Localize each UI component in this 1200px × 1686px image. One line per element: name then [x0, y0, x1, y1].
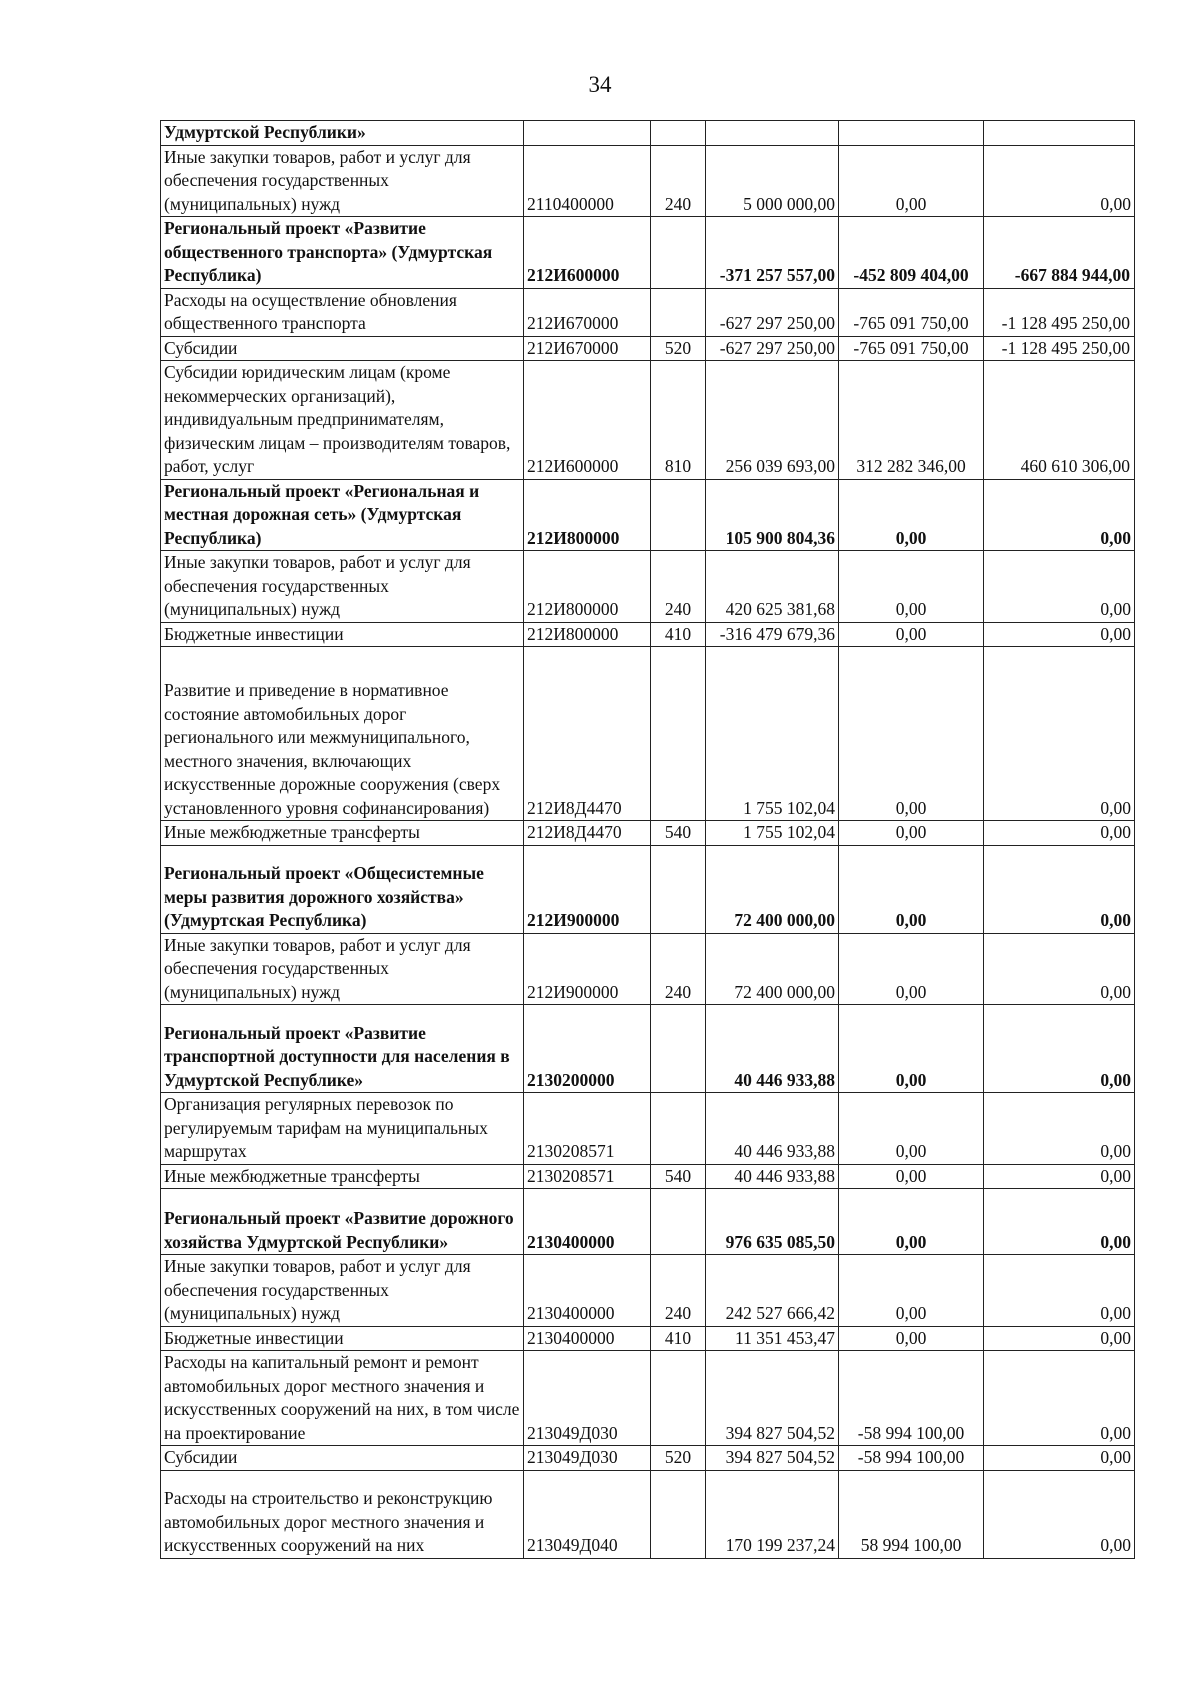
table-row: [161, 1005, 1135, 1093]
row-sum-year-3-cell: 0,00: [984, 1005, 1135, 1093]
row-name-cell: Бюджетные инвестиции: [161, 1326, 524, 1351]
row-sum-year-1-cell: -627 297 250,00: [706, 288, 839, 336]
row-code-cell: 212И800000: [524, 622, 651, 647]
row-code-cell: 2130400000: [524, 1326, 651, 1351]
row-code-cell: 212И800000: [524, 551, 651, 623]
row-sum-year-1-cell: 5 000 000,00: [706, 145, 839, 217]
row-sum-year-1-cell: 105 900 804,36: [706, 479, 839, 551]
row-code-cell: 2130208571: [524, 1164, 651, 1189]
row-expense-type-cell: [651, 217, 706, 289]
table-row: [161, 1446, 1135, 1471]
row-sum-year-2-cell: 0,00: [839, 1005, 984, 1093]
row-sum-year-2-cell: -765 091 750,00: [839, 288, 984, 336]
row-name-cell: Субсидии: [161, 336, 524, 361]
row-sum-year-2-cell: 0,00: [839, 145, 984, 217]
table-row: [161, 121, 1135, 146]
row-sum-year-2-cell: 0,00: [839, 1189, 984, 1255]
table-row: [161, 821, 1135, 846]
table-row: [161, 217, 1135, 289]
row-sum-year-3-cell: 0,00: [984, 622, 1135, 647]
row-code-cell: 2110400000: [524, 145, 651, 217]
row-sum-year-2-cell: 312 282 346,00: [839, 361, 984, 480]
row-sum-year-1-cell: 976 635 085,50: [706, 1189, 839, 1255]
budget-table-body: [161, 121, 1135, 1559]
row-sum-year-1-cell: 1 755 102,04: [706, 647, 839, 821]
row-expense-type-cell: 240: [651, 551, 706, 623]
row-name-cell: Региональный проект «Развитие общественного транспорта» (Удмуртская Республика): [161, 217, 524, 289]
row-name-cell: Удмуртской Республики»: [161, 121, 524, 146]
row-sum-year-1-cell: 242 527 666,42: [706, 1255, 839, 1327]
row-code-cell: 213049Д040: [524, 1470, 651, 1558]
row-sum-year-1-cell: 40 446 933,88: [706, 1093, 839, 1165]
row-code-cell: 213049Д030: [524, 1446, 651, 1471]
row-name-cell: Расходы на строительство и реконструкцию автомобильных дорог местного значения и искусственных сооружений на них: [161, 1470, 524, 1558]
row-expense-type-cell: [651, 647, 706, 821]
table-row: [161, 845, 1135, 933]
row-expense-type-cell: 540: [651, 821, 706, 846]
table-row: [161, 1189, 1135, 1255]
table-row: [161, 1351, 1135, 1446]
row-sum-year-1-cell: 1 755 102,04: [706, 821, 839, 846]
row-sum-year-2-cell: 0,00: [839, 1255, 984, 1327]
row-expense-type-cell: 410: [651, 622, 706, 647]
row-expense-type-cell: [651, 121, 706, 146]
row-sum-year-1-cell: [706, 121, 839, 146]
row-expense-type-cell: 520: [651, 1446, 706, 1471]
row-name-cell: Региональный проект «Развитие транспортной доступности для населения в Удмуртской Республике»: [161, 1005, 524, 1093]
row-expense-type-cell: 240: [651, 145, 706, 217]
row-expense-type-cell: 410: [651, 1326, 706, 1351]
row-sum-year-1-cell: -371 257 557,00: [706, 217, 839, 289]
row-expense-type-cell: [651, 1351, 706, 1446]
row-expense-type-cell: 240: [651, 1255, 706, 1327]
row-expense-type-cell: 240: [651, 933, 706, 1005]
row-sum-year-2-cell: 0,00: [839, 1326, 984, 1351]
row-code-cell: 212И8Д4470: [524, 821, 651, 846]
row-sum-year-2-cell: 0,00: [839, 479, 984, 551]
row-sum-year-3-cell: -1 128 495 250,00: [984, 288, 1135, 336]
row-code-cell: 212И800000: [524, 479, 651, 551]
row-sum-year-2-cell: 0,00: [839, 551, 984, 623]
row-code-cell: 212И900000: [524, 933, 651, 1005]
row-name-cell: Иные закупки товаров, работ и услуг для обеспечения государственных (муниципальных) нужд: [161, 933, 524, 1005]
row-name-cell: Иные межбюджетные трансферты: [161, 821, 524, 846]
row-expense-type-cell: 520: [651, 336, 706, 361]
row-expense-type-cell: [651, 845, 706, 933]
row-code-cell: 212И8Д4470: [524, 647, 651, 821]
row-code-cell: 2130400000: [524, 1189, 651, 1255]
budget-table: [160, 120, 1135, 1559]
row-sum-year-1-cell: -627 297 250,00: [706, 336, 839, 361]
row-sum-year-2-cell: -58 994 100,00: [839, 1351, 984, 1446]
row-sum-year-3-cell: 0,00: [984, 1189, 1135, 1255]
row-expense-type-cell: [651, 1093, 706, 1165]
table-row: [161, 1470, 1135, 1558]
row-sum-year-1-cell: 40 446 933,88: [706, 1164, 839, 1189]
row-sum-year-2-cell: -765 091 750,00: [839, 336, 984, 361]
row-name-cell: Организация регулярных перевозок по регулируемым тарифам на муниципальных маршрутах: [161, 1093, 524, 1165]
row-sum-year-2-cell: 0,00: [839, 1093, 984, 1165]
row-name-cell: Расходы на осуществление обновления общественного транспорта: [161, 288, 524, 336]
row-sum-year-3-cell: 0,00: [984, 1470, 1135, 1558]
row-sum-year-3-cell: -1 128 495 250,00: [984, 336, 1135, 361]
table-row: [161, 1326, 1135, 1351]
row-name-cell: Региональный проект «Региональная и местная дорожная сеть» (Удмуртская Республика): [161, 479, 524, 551]
row-sum-year-3-cell: 0,00: [984, 145, 1135, 217]
row-expense-type-cell: 540: [651, 1164, 706, 1189]
row-name-cell: Субсидии юридическим лицам (кроме некоммерческих организаций), индивидуальным предпринимателям, физическим лицам – производителям товаров, работ, услуг: [161, 361, 524, 480]
row-code-cell: [524, 121, 651, 146]
row-sum-year-2-cell: -452 809 404,00: [839, 217, 984, 289]
row-code-cell: 2130200000: [524, 1005, 651, 1093]
row-sum-year-3-cell: 0,00: [984, 1093, 1135, 1165]
table-row: [161, 1093, 1135, 1165]
row-code-cell: 212И600000: [524, 361, 651, 480]
row-sum-year-3-cell: 0,00: [984, 1446, 1135, 1471]
row-code-cell: 2130208571: [524, 1093, 651, 1165]
row-sum-year-1-cell: 170 199 237,24: [706, 1470, 839, 1558]
table-row: [161, 479, 1135, 551]
row-sum-year-2-cell: 0,00: [839, 1164, 984, 1189]
row-sum-year-2-cell: 0,00: [839, 821, 984, 846]
row-sum-year-1-cell: 11 351 453,47: [706, 1326, 839, 1351]
row-name-cell: Региональный проект «Общесистемные меры развития дорожного хозяйства» (Удмуртская Республика): [161, 845, 524, 933]
row-name-cell: Иные закупки товаров, работ и услуг для обеспечения государственных (муниципальных) нужд: [161, 551, 524, 623]
table-row: [161, 933, 1135, 1005]
row-expense-type-cell: [651, 1470, 706, 1558]
row-name-cell: Бюджетные инвестиции: [161, 622, 524, 647]
row-name-cell: Иные межбюджетные трансферты: [161, 1164, 524, 1189]
row-name-cell: Расходы на капитальный ремонт и ремонт автомобильных дорог местного значения и искусственных сооружений на них, в том числе на проектирование: [161, 1351, 524, 1446]
table-row: [161, 145, 1135, 217]
row-sum-year-2-cell: [839, 121, 984, 146]
row-expense-type-cell: [651, 479, 706, 551]
row-name-cell: Иные закупки товаров, работ и услуг для обеспечения государственных (муниципальных) нужд: [161, 145, 524, 217]
row-sum-year-1-cell: 72 400 000,00: [706, 845, 839, 933]
row-code-cell: 212И670000: [524, 336, 651, 361]
row-sum-year-1-cell: -316 479 679,36: [706, 622, 839, 647]
row-expense-type-cell: 810: [651, 361, 706, 480]
row-sum-year-3-cell: 0,00: [984, 551, 1135, 623]
row-sum-year-3-cell: [984, 121, 1135, 146]
row-name-cell: Региональный проект «Развитие дорожного хозяйства Удмуртской Республики»: [161, 1189, 524, 1255]
table-row: [161, 288, 1135, 336]
row-expense-type-cell: [651, 1189, 706, 1255]
row-sum-year-3-cell: 460 610 306,00: [984, 361, 1135, 480]
row-sum-year-1-cell: 256 039 693,00: [706, 361, 839, 480]
table-row: [161, 551, 1135, 623]
table-row: [161, 647, 1135, 821]
table-row: [161, 1164, 1135, 1189]
row-sum-year-3-cell: 0,00: [984, 479, 1135, 551]
row-sum-year-3-cell: 0,00: [984, 1255, 1135, 1327]
row-name-cell: Иные закупки товаров, работ и услуг для обеспечения государственных (муниципальных) нужд: [161, 1255, 524, 1327]
table-row: [161, 336, 1135, 361]
row-sum-year-1-cell: 40 446 933,88: [706, 1005, 839, 1093]
row-code-cell: 2130400000: [524, 1255, 651, 1327]
row-sum-year-2-cell: 0,00: [839, 845, 984, 933]
row-sum-year-2-cell: 0,00: [839, 622, 984, 647]
row-sum-year-3-cell: 0,00: [984, 821, 1135, 846]
row-sum-year-3-cell: 0,00: [984, 1326, 1135, 1351]
row-sum-year-1-cell: 72 400 000,00: [706, 933, 839, 1005]
row-sum-year-2-cell: 58 994 100,00: [839, 1470, 984, 1558]
row-sum-year-3-cell: -667 884 944,00: [984, 217, 1135, 289]
row-sum-year-2-cell: -58 994 100,00: [839, 1446, 984, 1471]
row-sum-year-3-cell: 0,00: [984, 933, 1135, 1005]
row-sum-year-1-cell: 394 827 504,52: [706, 1351, 839, 1446]
row-name-cell: Субсидии: [161, 1446, 524, 1471]
row-code-cell: 212И670000: [524, 288, 651, 336]
row-code-cell: 213049Д030: [524, 1351, 651, 1446]
row-sum-year-3-cell: 0,00: [984, 845, 1135, 933]
row-sum-year-3-cell: 0,00: [984, 1164, 1135, 1189]
row-sum-year-2-cell: 0,00: [839, 647, 984, 821]
row-code-cell: 212И900000: [524, 845, 651, 933]
page-number: 34: [588, 72, 612, 97]
row-name-cell: Развитие и приведение в нормативное состояние автомобильных дорог регионального или межмуниципального, местного значения, включающих искусственные дорожные сооружения (сверх установленного уровня софинансирования): [161, 647, 524, 821]
row-sum-year-2-cell: 0,00: [839, 933, 984, 1005]
row-expense-type-cell: [651, 1005, 706, 1093]
table-row: [161, 1255, 1135, 1327]
table-row: [161, 622, 1135, 647]
row-sum-year-3-cell: 0,00: [984, 1351, 1135, 1446]
row-sum-year-1-cell: 394 827 504,52: [706, 1446, 839, 1471]
row-expense-type-cell: [651, 288, 706, 336]
row-code-cell: 212И600000: [524, 217, 651, 289]
table-row: [161, 361, 1135, 480]
row-sum-year-1-cell: 420 625 381,68: [706, 551, 839, 623]
row-sum-year-3-cell: 0,00: [984, 647, 1135, 821]
